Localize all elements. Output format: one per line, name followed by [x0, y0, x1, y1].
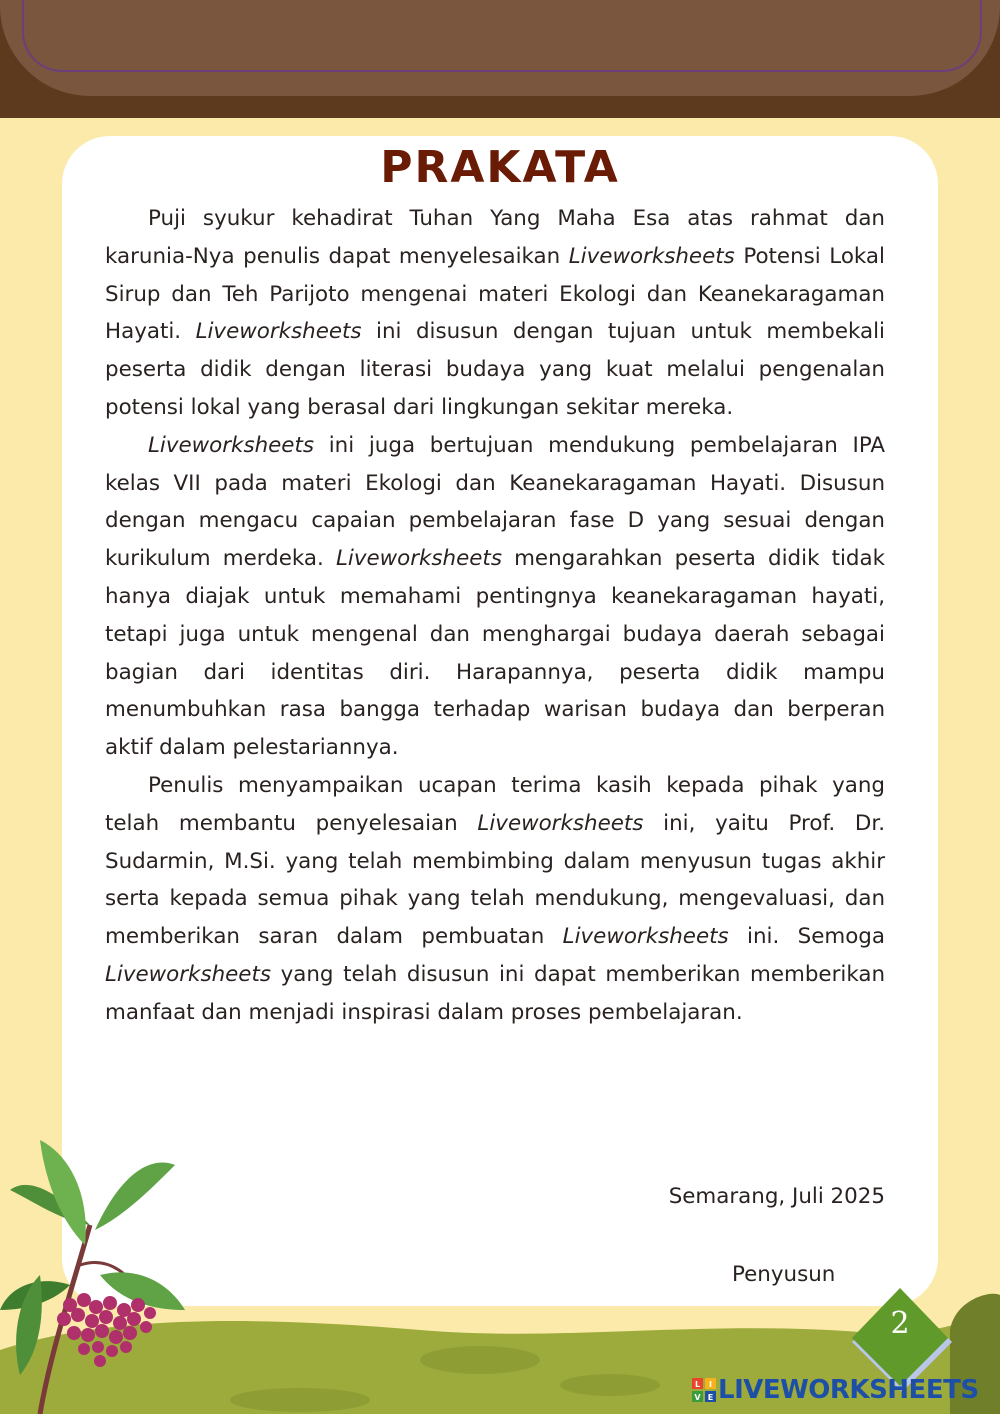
page-title: PRAKATA: [380, 142, 620, 193]
text-run: ini, yaitu Prof. Dr. Sudarmin, M.Si. yang telah membimbing dalam menyusun tugas akhir serta kepada semua pihak yang telah mendukung, mengevaluasi, dan memberikan saran dalam pembuatan: [105, 810, 886, 950]
text-run: Potensi Lokal Sirup dan Teh Parijoto mengenai materi Ekologi dan Keanekaragaman Hayati.: [105, 243, 885, 345]
signature-place-date: Semarang, Juli 2025: [668, 1184, 885, 1209]
text-run: mengarahkan peserta didik tidak hanya diajak untuk memahami pentingnya keanekaragaman hayati, tetapi juga untuk mengenal dan menghargai budaya daerah sebagai bagian dari identitas diri. Harapannya, peserta didik mampu menumbuhkan rasa bangga terhadap warisan budaya dan berperan aktif dalam pelestariannya.: [105, 546, 885, 761]
italic-term: Liveworksheets: [105, 961, 271, 987]
signature-role: Penyusun: [732, 1262, 836, 1287]
logo-icon-letter-4: E: [707, 1393, 714, 1402]
text-run: ini juga bertujuan mendukung pembelajaran IPA kelas VII pada materi Ekologi dan Keanekaragaman Hayati. Disusun dengan mengacu capaian pembelajaran fase D yang sesuai dengan kurikulum merdeka.: [105, 432, 885, 572]
liveworksheets-logo-text: LIVEWORKSHEETS: [718, 1375, 979, 1405]
logo-icon-letter-1: L: [694, 1380, 701, 1389]
logo-icon-letter-3: V: [694, 1393, 701, 1402]
header-decorative-line: [22, 0, 982, 72]
liveworksheets-logo-icon: [692, 1378, 716, 1402]
header-band: [0, 0, 1000, 118]
logo-icon-letter-2: I: [709, 1380, 712, 1389]
text-run: yang telah disusun ini dapat memberikan memberikan manfaat dan menjadi inspirasi dalam proses pembelajaran.: [105, 961, 885, 1025]
preface-body: [105, 200, 885, 1032]
text-run: ini. Semoga: [728, 924, 885, 950]
italic-term: Liveworksheets: [148, 432, 314, 458]
italic-term: Liveworksheets: [562, 924, 729, 950]
paragraph-3: [105, 767, 885, 1032]
liveworksheets-logo: [692, 1372, 979, 1408]
italic-term: Liveworksheets: [568, 243, 735, 269]
page-number: 2: [890, 1306, 910, 1341]
text-run: ini disusun dengan tujuan untuk membekali peserta didik dengan literasi budaya yang kuat melalui pengenalan potensi lokal yang berasal dari lingkungan sekitar mereka.: [105, 319, 885, 420]
parijoto-plant-illustration: [0, 1135, 200, 1414]
italic-term: Liveworksheets: [477, 810, 644, 836]
paragraph-2: [105, 427, 885, 767]
paragraph-1: [105, 200, 885, 427]
text-run: Penulis menyampaikan ucapan terima kasih kepada pihak yang telah membantu penyelesaian: [105, 772, 885, 836]
text-run: Puji syukur kehadirat Tuhan Yang Maha Esa atas rahmat dan karunia-Nya penulis dapat menyelesaikan: [105, 206, 885, 269]
italic-term: Liveworksheets: [195, 319, 362, 345]
italic-term: Liveworksheets: [335, 546, 502, 572]
